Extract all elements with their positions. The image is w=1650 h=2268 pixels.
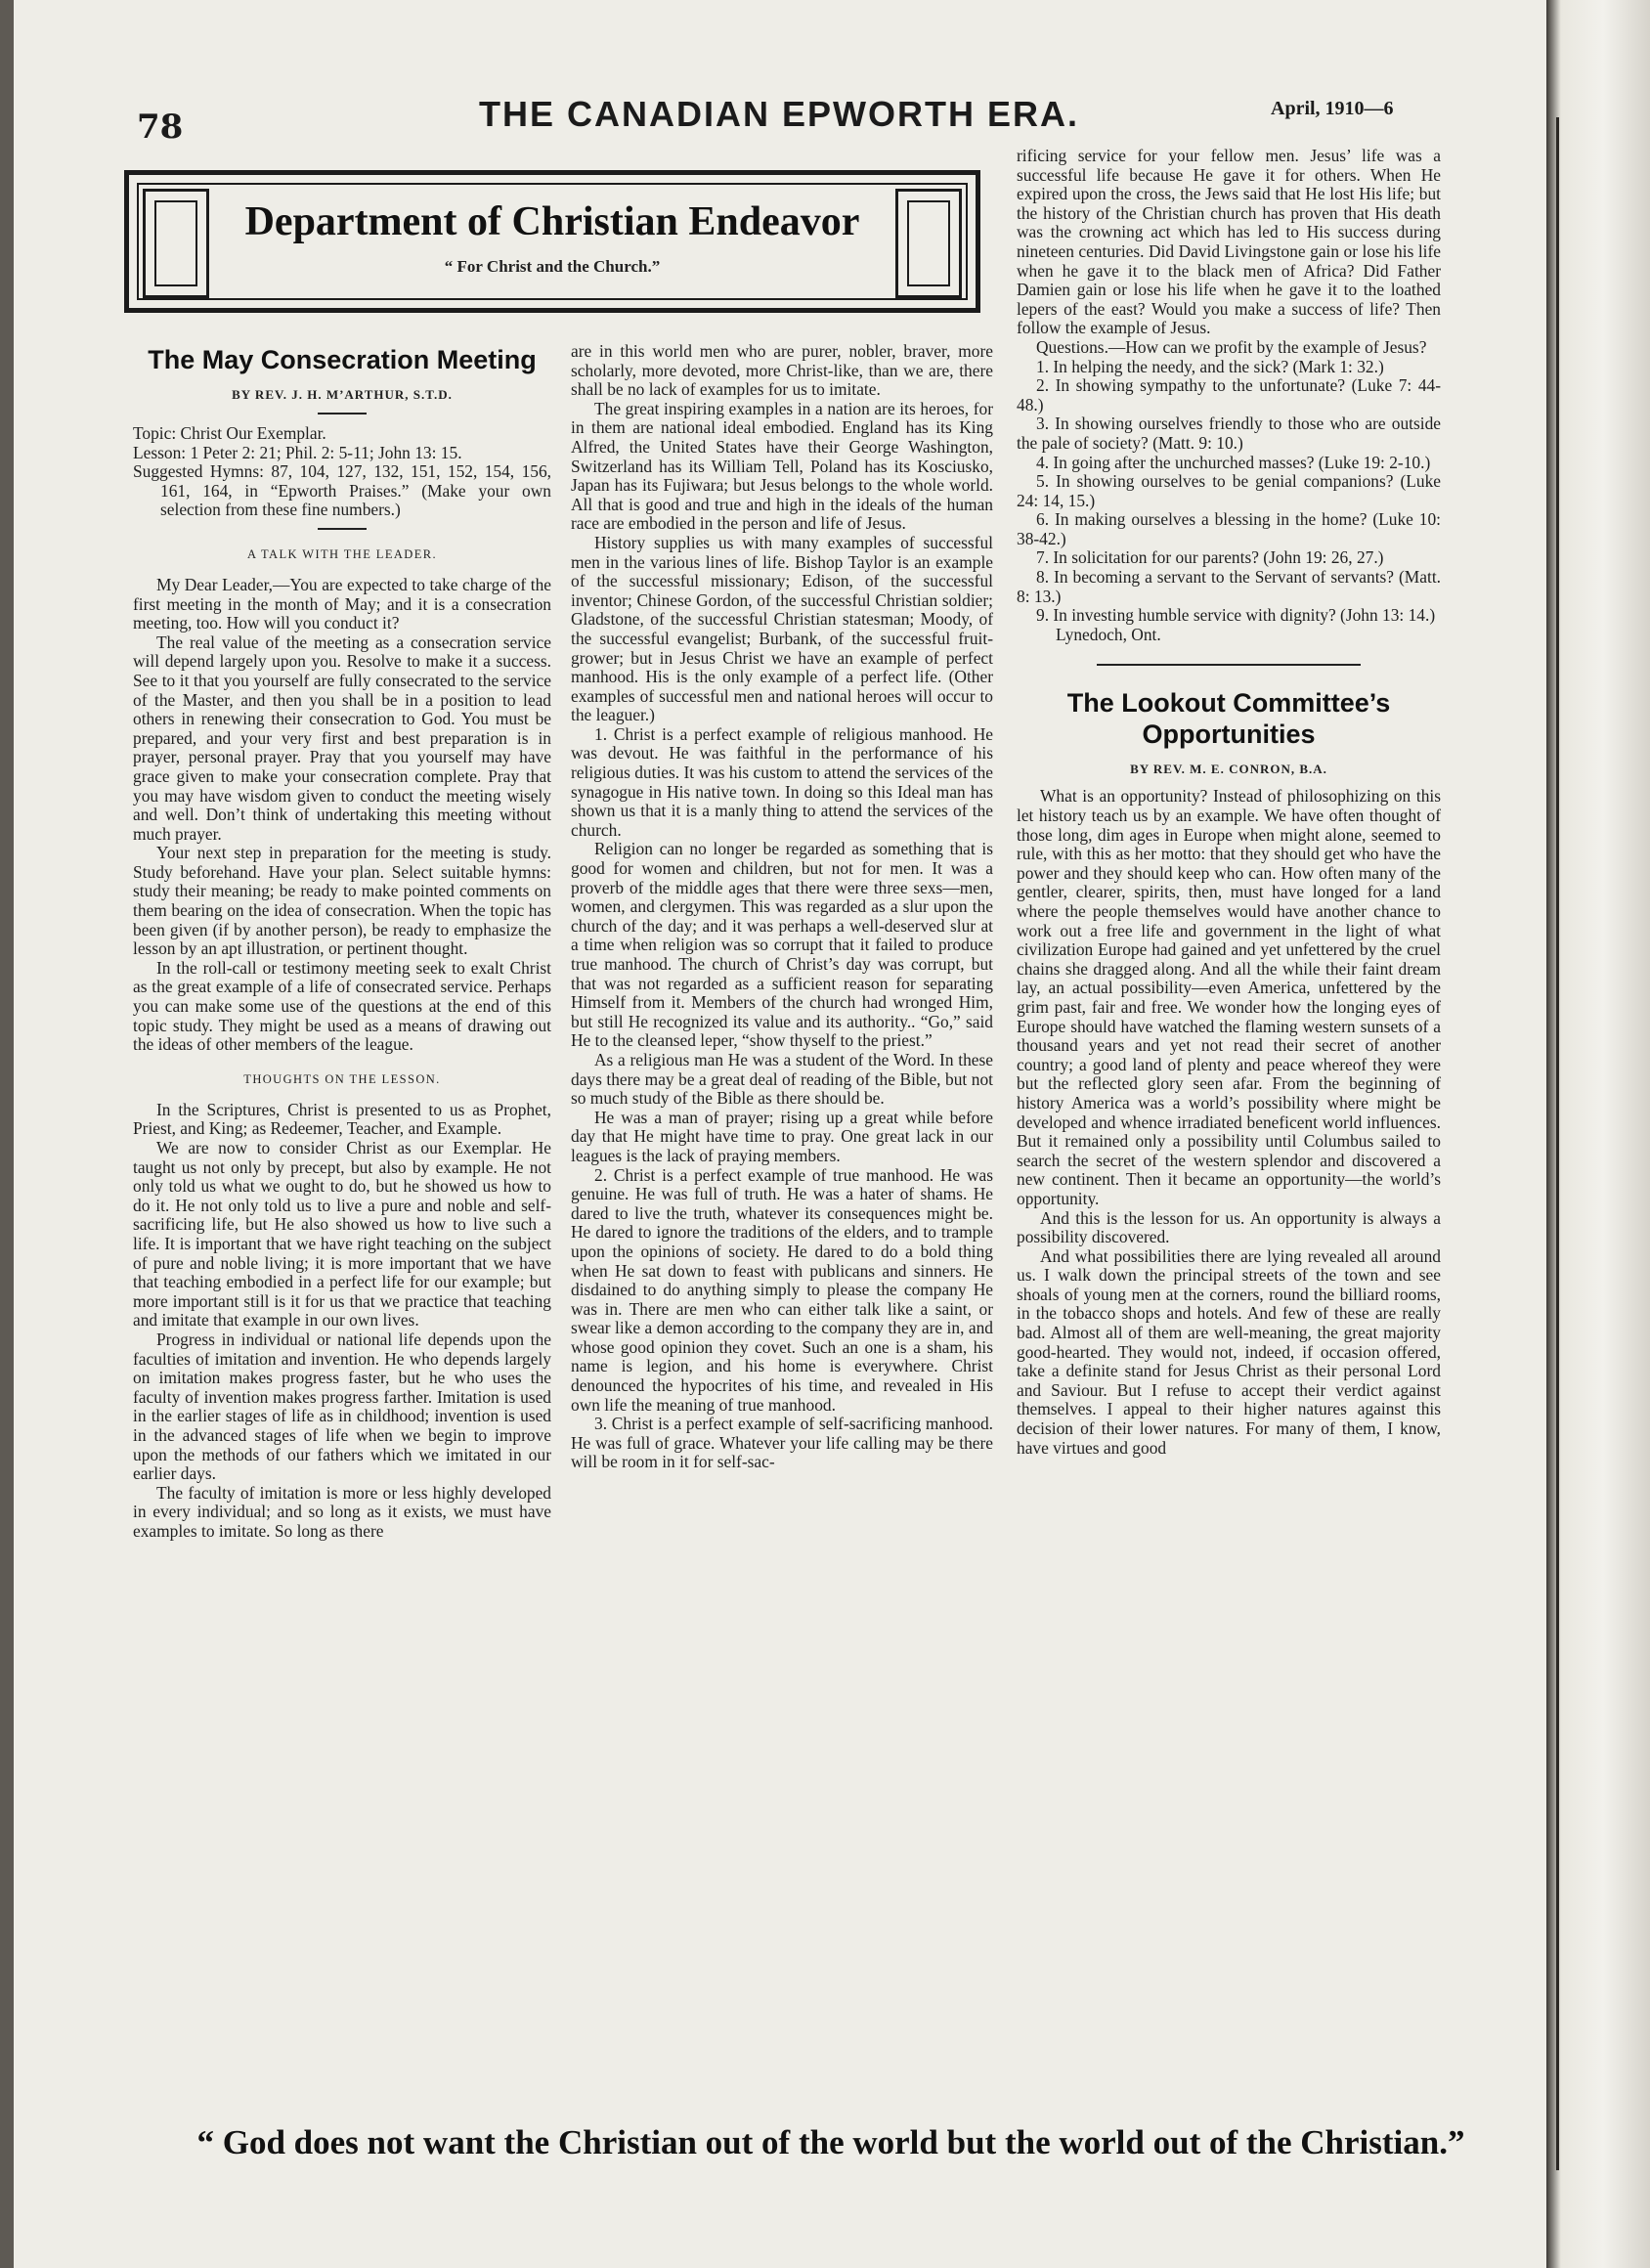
divider <box>318 528 367 530</box>
banner-ornament-right <box>895 189 962 298</box>
section-heading: A TALK WITH THE LEADER. <box>246 546 438 561</box>
divider <box>318 413 367 414</box>
question-item: 6. In making ourselves a blessing in the home? (Luke 10: 38-42.) <box>1017 509 1441 548</box>
signoff: Lynedoch, Ont. <box>1056 624 1161 644</box>
paragraph: Progress in individual or national life depends upon the faculties of imitation and invention. He who depends largely on imitation makes progress faster, but he who uses the faculty of invention makes progress farther. Imitation is used in the earlier stages of life as in childhood; invention is used in the advanced stages of life when we begin to improve upon the methods of our fathers which we imitated in our earlier days. <box>133 1329 551 1484</box>
issue-date: April, 1910—6 <box>1271 98 1394 119</box>
page-number: 78 <box>137 108 184 147</box>
paragraph: are in this world men who are purer, nobler, braver, more scholarly, more devoted, more Christ-like, than we are, there shall be no lack of examples for us to imitate. <box>571 341 993 400</box>
question-item: 1. In helping the needy, and the sick? (Mark 1: 32.) <box>1036 356 1384 376</box>
column-1 <box>133 344 551 1541</box>
binding-edge <box>1556 117 1559 2170</box>
question-item: 4. In going after the unchurched masses? (Luke 19: 2-10.) <box>1036 452 1431 472</box>
banner-ornament-left <box>143 189 209 298</box>
question-item: Questions.—How can we profit by the example of Jesus? <box>1036 336 1427 357</box>
paragraph: My Dear Leader,—You are expected to take charge of the first meeting in the month of May; and it is a consecration meeting, too. How will you conduct it? <box>133 574 551 633</box>
article-byline: BY REV. M. E. CONRON, B.A. <box>1130 762 1327 777</box>
paragraph: The real value of the meeting as a consecration service will depend largely upon you. Resolve to make it a success. See to it that you yourself are fully consecrated to the service of the Master, and then you shall be in a position to lead others in renewing their consecration to God. You must be prepared, and your very first and best preparation is in prayer, personal prayer. Pray that you yourself may have grace given to make your consecration complete. Pray that you may have wisdom given to conduct the meeting wisely and well. Don’t think of undertaking this meeting without much prayer. <box>133 632 551 844</box>
hymns-line: Suggested Hymns: 87, 104, 127, 132, 151, 152, 154, 156, 161, 164, in “Epworth Praises.” (Make your own selection from these fine numbers.) <box>133 461 551 520</box>
paragraph: The great inspiring examples in a nation are its heroes, for in them are national ideal embodied. England has its King Alfred, the United States have their George Washington, Switzerland has its William Tell, Poland has its Kosciusko, Japan has its Fujiwara; but Jesus belongs to the whole world. All that is good and true and high in the ideals of the human race are embodied in the person and life of Jesus. <box>571 398 993 534</box>
article-byline: BY REV. J. H. M’ARTHUR, S.T.D. <box>232 387 453 402</box>
paragraph: 3. Christ is a perfect example of self-sacrificing manhood. He was full of grace. Whatever your life calling may be there will be room in it for self-sac- <box>571 1414 993 1472</box>
paragraph: He was a man of prayer; rising up a great while before day that He might have time to pray. One great lack in our leagues is the lack of praying members. <box>571 1107 993 1165</box>
paragraph: 1. Christ is a perfect example of religious manhood. He was devout. He was faithful in the performance of his religious duties. It was his custom to attend the services of the synagogue in His native town. In doing so this Ideal man has shown us that it is a manly thing to attend the services of the church. <box>571 723 993 840</box>
paragraph: Your next step in preparation for the meeting is study. Study beforehand. Have your plan. Select suitable hymns: study their meaning; be ready to make pointed comments on them bearing on the idea of consecration. When the topic has been given (if by another person), be ready to emphasize the lesson by an apt illustration, or pertinent thought. <box>133 843 551 959</box>
paragraph: rificing service for your fellow men. Jesus’ life was a successful life because He gave it for others. When He expired upon the cross, the Jews said that He lost His life; but the history of the Christian church has proven that His death was the crowning act which has led to His success during nineteen centuries. Did David Livingstone gain or lose his life when he gave it to the black men of Africa? Did Father Damien gain or lose his life when he gave it to the loathed lepers of the east? Would you make a success of life? Then follow the example of Jesus. <box>1017 146 1441 338</box>
book-binding <box>1546 0 1650 2268</box>
article-separator <box>1097 664 1361 666</box>
topic-line: Topic: Christ Our Exemplar. <box>133 423 326 443</box>
paragraph: We are now to consider Christ as our Exemplar. He taught us not only by precept, but also by example. He not only told us what we ought to do, but he showed us how to do it. He not only told us to live a pure and noble and self-sacrificing life, but He also showed us how to live such a life. It is important that we have right teaching on the subject of pure and noble living; it is more important that we have that teaching embodied in a perfect life for our example; but more important still is it for us that we practice that teaching and imitate that example in our own lives. <box>133 1138 551 1330</box>
paragraph: And this is the lesson for us. An opportunity is always a possibility discovered. <box>1017 1207 1441 1247</box>
paragraph: History supplies us with many examples of successful men in the various lines of life. Bishop Taylor is an example of the successful missionary; Edison, of the successful inventor; Chinese Gordon, of the successful Christian soldier; Gladstone, of the successful Christian statesman; Moody, of the successful evangelist; Burbank, of the successful fruit-grower; but in Jesus Christ we have an example of perfect manhood. His is the only example of a perfect life. (Other examples of successful men and national heroes will occur to the leaguer.) <box>571 532 993 725</box>
column-2 <box>571 342 993 1472</box>
question-item: 5. In showing ourselves to be genial companions? (Luke 24: 14, 15.) <box>1017 471 1441 510</box>
department-title: Department of Christian Endeavor <box>244 199 860 244</box>
paragraph: In the roll-call or testimony meeting seek to exalt Christ as the great example of a life of consecrated service. Perhaps you can make some use of the questions at the end of this topic study. They might be used as a means of drawing out the ideas of other members of the league. <box>133 957 551 1055</box>
department-motto: “ For Christ and the Church.” <box>444 257 661 276</box>
question-item: 8. In becoming a servant to the Servant of servants? (Matt. 8: 13.) <box>1017 567 1441 606</box>
masthead: THE CANADIAN EPWORTH ERA. <box>479 94 1079 134</box>
paragraph: 2. Christ is a perfect example of true manhood. He was genuine. He was full of truth. He was a hater of shams. He dared to live the truth, whatever its consequences might be. He dared to ignore the traditions of the elders, and to trample upon the opinions of society. He dared to do a bold thing when He sat down to feast with publicans and sinners. He disdained to do anything simply to please the company He was in. There are men who can either talk like a saint, or swear like a demon according to the company they are in, and whose good opinion they covet. Such an one is a sham, his name is legion, and his home is everywhere. Christ denounced the hypocrites of his time, and revealed in His own life the meaning of true manhood. <box>571 1164 993 1415</box>
section-heading: THOUGHTS ON THE LESSON. <box>243 1071 441 1086</box>
paragraph: Religion can no longer be regarded as something that is good for women and children, but not for men. It was a proverb of the middle ages that there were three sexs—men, women, and clergymen. This was regarded as a slur upon the church of the day; and it was perhaps a well-deserved slur at a time when religion was so corrupt that it failed to produce true manhood. The church of Christ’s day was corrupt, but that was not regarded as a sufficient reason for separating Himself from it. Members of the church had wronged Him, but still He recognized its value and its authority.. “Go,” said He to the cleansed leper, “show thyself to the priest.” <box>571 839 993 1051</box>
department-banner <box>124 170 980 313</box>
question-item: 3. In showing ourselves friendly to those who are outside the pale of society? (Matt. 9: 10.) <box>1017 414 1441 453</box>
footer-quote: “ God does not want the Christian out of the world but the world out of the Christian.” <box>196 2123 1465 2161</box>
question-item: 2. In showing sympathy to the unfortunate? (Luke 7: 44-48.) <box>1017 375 1441 414</box>
paragraph: What is an opportunity? Instead of philosophizing on this let history teach us by an example. We have often thought of those long, dim ages in Europe when might alone, seemed to rule, with this as her motto: that they should get who have the power and they should keep who can. How often many of the gentler, clearer, spirits, then, must have longed for a land where the people themselves would have another chance to work out a free life and government in the light of what civilization Europe had gained and yet unfettered by the cruel chains she dragged along. And all the while their faint dream lay, an actual possibility—even America, unfettered by the grim past, fair and free. We wonder how the longing eyes of Europe should have watched the flaming western sunsets of a thousand years and yet not read their secret of another country; a good land of plenty and peace whereof they were but the reflected glory seen afar. From the beginning of history America was a world’s possibility where might be developed and whence irradiated beneficent world influences. But it remained only a possibility until Columbus sailed to search the secret of the western splendor and discovered a new continent. Then it became an opportunity—the world’s opportunity. <box>1017 786 1441 1208</box>
column-3 <box>1017 147 1441 1458</box>
lesson-line: Lesson: 1 Peter 2: 21; Phil. 2: 5-11; John 13: 15. <box>133 442 462 462</box>
article-title: The Lookout Committee’s Opportunities <box>1066 688 1391 750</box>
paragraph: In the Scriptures, Christ is presented to us as Prophet, Priest, and King; as Redeemer, Teacher, and Example. <box>133 1099 551 1139</box>
paragraph: And what possibilities there are lying revealed all around us. I walk down the principal streets of the town and see shoals of young men at the corners, round the billiard rooms, in the tobacco shops and hotels. And few of these are really bad. Almost all of them are well-meaning, the great majority good-hearted. They would not, indeed, if occasion offered, take a definite stand for Jesus Christ as their personal Lord and Saviour. But I refuse to accept their verdict against themselves. I appeal to their higher natures against this decision of their lower natures. For many of them, I know, have virtues and good <box>1017 1245 1441 1458</box>
paragraph: The faculty of imitation is more or less highly developed in every individual; and so long as it exists, we must have examples to imitate. So long as there <box>133 1482 551 1541</box>
article-title: The May Consecration Meeting <box>148 345 537 374</box>
paragraph: As a religious man He was a student of the Word. In these days there may be a great deal of reading of the Bible, but not so much study of the Bible as there should be. <box>571 1049 993 1109</box>
question-item: 9. In investing humble service with dignity? (John 13: 14.) <box>1036 605 1436 626</box>
question-item: 7. In solicitation for our parents? (John 19: 26, 27.) <box>1036 547 1384 568</box>
